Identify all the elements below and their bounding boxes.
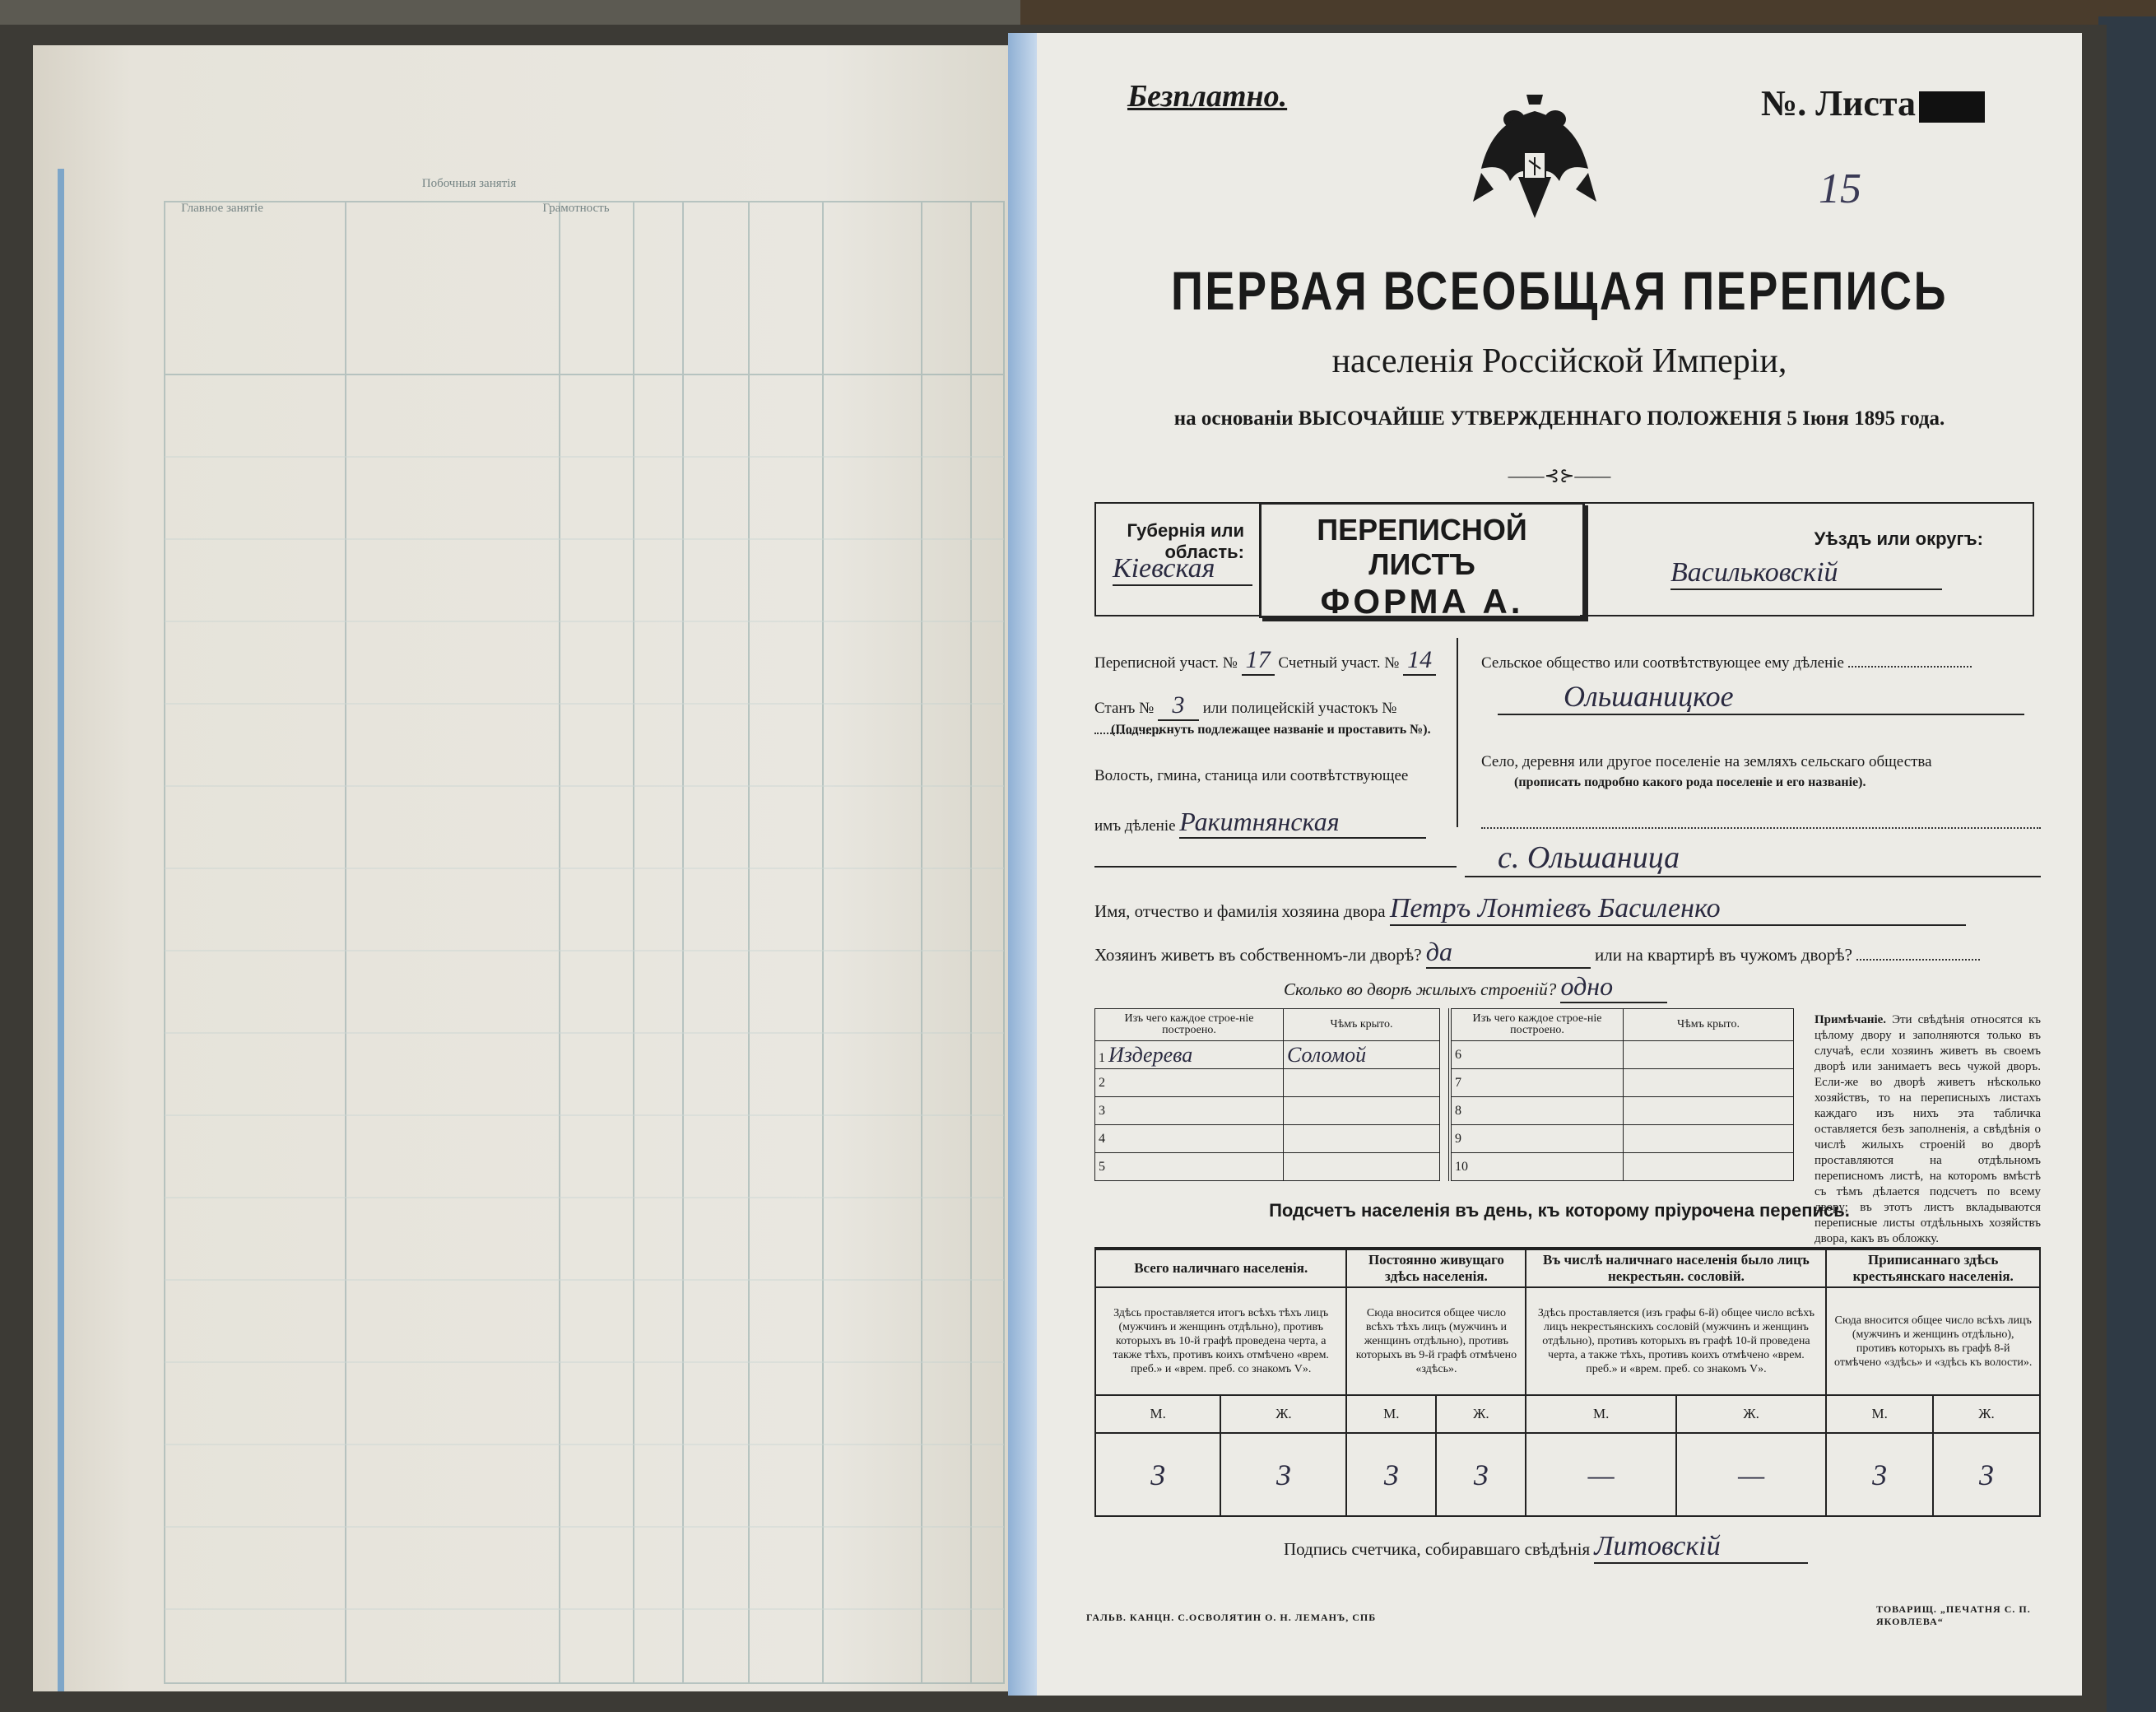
binder-edge bbox=[2098, 16, 2156, 1712]
ghost-column-3: Главное занятіе bbox=[181, 202, 263, 215]
count-header-registered: Приписаннаго здѣсь крестьянскаго населенія. bbox=[1826, 1249, 2040, 1287]
count-value-7: 3 bbox=[1826, 1433, 1933, 1516]
page-divider-blue bbox=[1008, 33, 1041, 1696]
right-page bbox=[1037, 33, 2082, 1696]
table-row bbox=[1095, 1097, 1440, 1125]
footer-left: ГАЛЬВ. КАНЦН. С.ОСВОЛЯТИН О. Н. ЛЕМАНЪ, СПБ bbox=[1086, 1612, 1377, 1623]
footer-right: ТОВАРИЩ. „ПЕЧАТНЯ С. П. ЯКОВЛЕВА“ bbox=[1876, 1603, 2031, 1627]
buildings-table-right bbox=[1448, 1008, 1794, 1181]
left-page bbox=[33, 45, 1020, 1691]
form-title-line1: ПЕРЕПИСНОЙ ЛИСТЪ bbox=[1317, 513, 1527, 581]
note-text: Эти свѣдѣнія относятся къ цѣлому двору и заполняются только въ случаѣ, если хозяинъ живетъ въ своемъ дворѣ или занимаетъ весь чужой дворъ. Если-же во дворѣ живетъ нѣсколько хозяйствъ, то на переписныхъ листахъ каждаго изъ нихъ эта табличка оставляется безъ заполненія, а свѣдѣнія о числѣ жилыхъ строеній во дворѣ проставляются на отдѣльномъ переписномъ листѣ, на которомъ вмѣстѣ съ тѣмъ дѣлается подсчетъ по всему двору; въ этотъ листъ вкладываются переписные листы отдѣльныхъ хозяйствъ двора, какъ въ обложку. bbox=[1814, 1013, 2041, 1245]
police-label: или полицейскій участокъ № bbox=[1202, 700, 1397, 717]
owner-name-row bbox=[1094, 893, 2041, 926]
signature-label: Подпись счетчика, собиравшаго свѣдѣнія bbox=[1284, 1539, 1591, 1559]
society-row bbox=[1481, 654, 2041, 672]
society-dots bbox=[1848, 666, 1972, 668]
count-m-2: М. bbox=[1346, 1395, 1436, 1433]
count-header-nonpeasant: Въ числѣ наличнаго населенія было лицъ некрестьян. сословій. bbox=[1526, 1249, 1826, 1287]
document-subtitle: населенія Россійской Имперіи, bbox=[1331, 342, 1787, 380]
village-value: с. Ольшаница bbox=[1465, 840, 2041, 877]
count-header-permanent: Постоянно живущаго здѣсь населенія. bbox=[1346, 1249, 1526, 1287]
gubernia-label: Губернія или область: bbox=[1127, 520, 1244, 562]
underline-note: (Подчеркнуть подлежащее названіе и проставить №). bbox=[1111, 723, 1431, 737]
form-title-box bbox=[1259, 502, 1585, 621]
count-zh-4: Ж. bbox=[1933, 1395, 2040, 1433]
row-number: 1 bbox=[1099, 1050, 1105, 1065]
sheet-number-handwritten: 15 bbox=[1819, 165, 1861, 212]
count-m-4: М. bbox=[1826, 1395, 1933, 1433]
ghost-column-1: Побочныя занятія bbox=[421, 177, 517, 190]
table-row bbox=[1095, 1125, 1440, 1153]
count-title: Подсчетъ населенія въ день, къ которому пріурочена перепись. bbox=[1269, 1200, 1850, 1221]
signature-value: Литовскій bbox=[1594, 1531, 1808, 1564]
volost-label-line2: имъ дѣленіе bbox=[1094, 817, 1176, 835]
gubernia-value: Кіевская bbox=[1113, 553, 1252, 586]
fields-bottom-line bbox=[1094, 866, 1457, 868]
count-table bbox=[1094, 1247, 2041, 1517]
sheet-number-redaction bbox=[1919, 91, 1985, 123]
ornament-divider: ——⊰⊱—— bbox=[1508, 465, 1611, 486]
row-roof bbox=[1284, 1097, 1440, 1125]
uezd-label: Уѣздъ или округъ: bbox=[1814, 528, 1983, 549]
buildings-count-label: Сколько во дворѣ жилыхъ строеній? bbox=[1284, 979, 1557, 999]
row-roof bbox=[1624, 1041, 1794, 1069]
row-number: 7 bbox=[1450, 1069, 1624, 1097]
document-title: ПЕРВАЯ ВСЕОБЩАЯ ПЕРЕПИСЬ bbox=[1171, 260, 1948, 321]
volost-label-line1: Волость, гмина, станица или соотвѣтствующее bbox=[1094, 767, 1409, 784]
note-title: Примѣчаніе. bbox=[1814, 1013, 1887, 1026]
row-number: 6 bbox=[1450, 1041, 1624, 1069]
count-desc-registered: Сюда вносится общее число всѣхъ лицъ (мужчинъ и женщинъ отдѣльно), противъ которыхъ въ графѣ 8-й отмѣчено «здѣсь» и «здѣсь къ волости». bbox=[1826, 1287, 2040, 1395]
table-row bbox=[1450, 1153, 1794, 1181]
count-m-3: М. bbox=[1526, 1395, 1675, 1433]
row-roof bbox=[1624, 1153, 1794, 1181]
schet-label: Счетный участ. № bbox=[1278, 654, 1400, 672]
count-desc-permanent: Сюда вносится общее число всѣхъ тѣхъ лицъ (мужчинъ и женщинъ отдѣльно), противъ которыхъ въ 9-й графѣ отмѣчено «здѣсь». bbox=[1346, 1287, 1526, 1395]
double-headed-eagle-emblem bbox=[1473, 86, 1596, 226]
left-page-edge bbox=[58, 169, 64, 1691]
owner-own-value: да bbox=[1426, 937, 1591, 969]
buildings-col-roof-2: Чѣмъ крыто. bbox=[1624, 1009, 1794, 1041]
buildings-count-value: одно bbox=[1560, 971, 1667, 1003]
row-number: 9 bbox=[1450, 1125, 1624, 1153]
buildings-col-material-2: Изъ чего каждое строе-ніе построено. bbox=[1450, 1009, 1624, 1041]
uchast-value: 17 bbox=[1242, 646, 1275, 676]
owner-rent-dots bbox=[1856, 959, 1980, 961]
count-value-8: 3 bbox=[1933, 1433, 2040, 1516]
signature-row bbox=[1284, 1531, 1808, 1564]
gubernia-box bbox=[1094, 502, 1261, 616]
owner-rent-label: или на квартирѣ въ чужомъ дворѣ? bbox=[1595, 945, 1852, 965]
buildings-table-left bbox=[1094, 1008, 1440, 1181]
uchast-row bbox=[1094, 646, 1457, 676]
row-number: 5 bbox=[1095, 1153, 1284, 1181]
buildings-col-material: Изъ чего каждое строе-ніе построено. bbox=[1095, 1009, 1284, 1041]
stan-label: Станъ № bbox=[1094, 700, 1155, 717]
row-number: 3 bbox=[1095, 1097, 1284, 1125]
owner-own-label: Хозяинъ живетъ въ собственномъ-ли дворѣ? bbox=[1094, 945, 1422, 965]
count-desc-nonpeasant: Здѣсь проставляется (изъ графы 6-й) общее число всѣхъ лицъ некрестьянскихъ сословій (мужчинъ и женщинъ отдѣльно), противъ которыхъ въ графѣ 10-й проведена черта, а также тѣхъ, противъ коихъ отмѣчено «врем. преб.» и «врем. преб. со знакомъ V». bbox=[1526, 1287, 1826, 1395]
owner-name-label: Имя, отчество и фамилія хозяина двора bbox=[1094, 901, 1386, 921]
count-zh-1: Ж. bbox=[1220, 1395, 1346, 1433]
owner-residence-row bbox=[1094, 937, 2041, 969]
fields-separator bbox=[1457, 638, 1458, 827]
table-row bbox=[1450, 1125, 1794, 1153]
uezd-value: Васильковскій bbox=[1670, 557, 1942, 590]
society-label: Сельское общество или соотвѣтствующее ему дѣленіе bbox=[1481, 654, 1844, 672]
table-row bbox=[1450, 1069, 1794, 1097]
buildings-count-row bbox=[1284, 971, 1667, 1003]
sheet-number-label: №. Листа bbox=[1761, 83, 1917, 123]
row-number: 2 bbox=[1095, 1069, 1284, 1097]
table-row bbox=[1450, 1041, 1794, 1069]
row-roof bbox=[1624, 1069, 1794, 1097]
volost-value: Ракитнянская bbox=[1179, 807, 1426, 839]
table-row bbox=[1095, 1069, 1440, 1097]
row-roof bbox=[1624, 1125, 1794, 1153]
row-roof bbox=[1284, 1153, 1440, 1181]
ghost-table-grid bbox=[140, 136, 1012, 1691]
schet-value: 14 bbox=[1403, 646, 1436, 676]
row-number: 10 bbox=[1450, 1153, 1624, 1181]
count-value-3: 3 bbox=[1346, 1433, 1436, 1516]
row-number: 4 bbox=[1095, 1125, 1284, 1153]
buildings-col-roof: Чѣмъ крыто. bbox=[1284, 1009, 1440, 1041]
table-row bbox=[1450, 1097, 1794, 1125]
village-line bbox=[1481, 827, 2041, 829]
sheet-number bbox=[1761, 82, 1985, 124]
row-material: Издерева bbox=[1108, 1042, 1193, 1067]
count-zh-3: Ж. bbox=[1676, 1395, 1826, 1433]
free-label: Безплатно. bbox=[1127, 79, 1288, 114]
owner-name-value: Петръ Лонтіевъ Басиленко bbox=[1390, 893, 1966, 926]
row-roof bbox=[1624, 1097, 1794, 1125]
table-row bbox=[1095, 1041, 1440, 1069]
row-roof: Соломой bbox=[1284, 1041, 1440, 1069]
society-value: Ольшаницкое bbox=[1498, 679, 2024, 715]
uezd-box bbox=[1580, 502, 2034, 616]
village-label: Село, деревня или другое поселеніе на земляхъ сельскаго общества bbox=[1481, 753, 1932, 770]
count-value-1: 3 bbox=[1095, 1433, 1220, 1516]
table-row bbox=[1095, 1153, 1440, 1181]
count-value-4: 3 bbox=[1436, 1433, 1526, 1516]
count-header-total: Всего наличнаго населенія. bbox=[1095, 1249, 1346, 1287]
village-note: (прописать подробно какого рода поселеніе и его названіе). bbox=[1514, 775, 1866, 789]
count-zh-2: Ж. bbox=[1436, 1395, 1526, 1433]
count-m-1: М. bbox=[1095, 1395, 1220, 1433]
volost-row bbox=[1094, 807, 1457, 839]
uchast-label: Переписной участ. № bbox=[1094, 654, 1238, 672]
count-desc-total: Здѣсь проставляется итогъ всѣхъ тѣхъ лицъ (мужчинъ и женщинъ отдѣльно), противъ которыхъ въ 10-й графѣ проведена черта, а также тѣхъ, противъ коихъ отмѣчено «врем. преб.» и «врем. преб. со знакомъ V». bbox=[1095, 1287, 1346, 1395]
count-value-6: — bbox=[1676, 1433, 1826, 1516]
row-roof bbox=[1284, 1069, 1440, 1097]
row-number: 8 bbox=[1450, 1097, 1624, 1125]
ghost-column-2: Грамотность bbox=[542, 202, 610, 215]
count-value-2: 3 bbox=[1220, 1433, 1346, 1516]
stan-value: 3 bbox=[1158, 691, 1199, 721]
row-roof bbox=[1284, 1125, 1440, 1153]
document-basis: на основаніи ВЫСОЧАЙШЕ УТВЕРЖДЕННАГО ПОЛОЖЕНІЯ 5 Іюня 1895 года. bbox=[1173, 407, 1945, 430]
count-value-5: — bbox=[1526, 1433, 1675, 1516]
form-title-line2: ФОРМА А. bbox=[1320, 582, 1524, 621]
